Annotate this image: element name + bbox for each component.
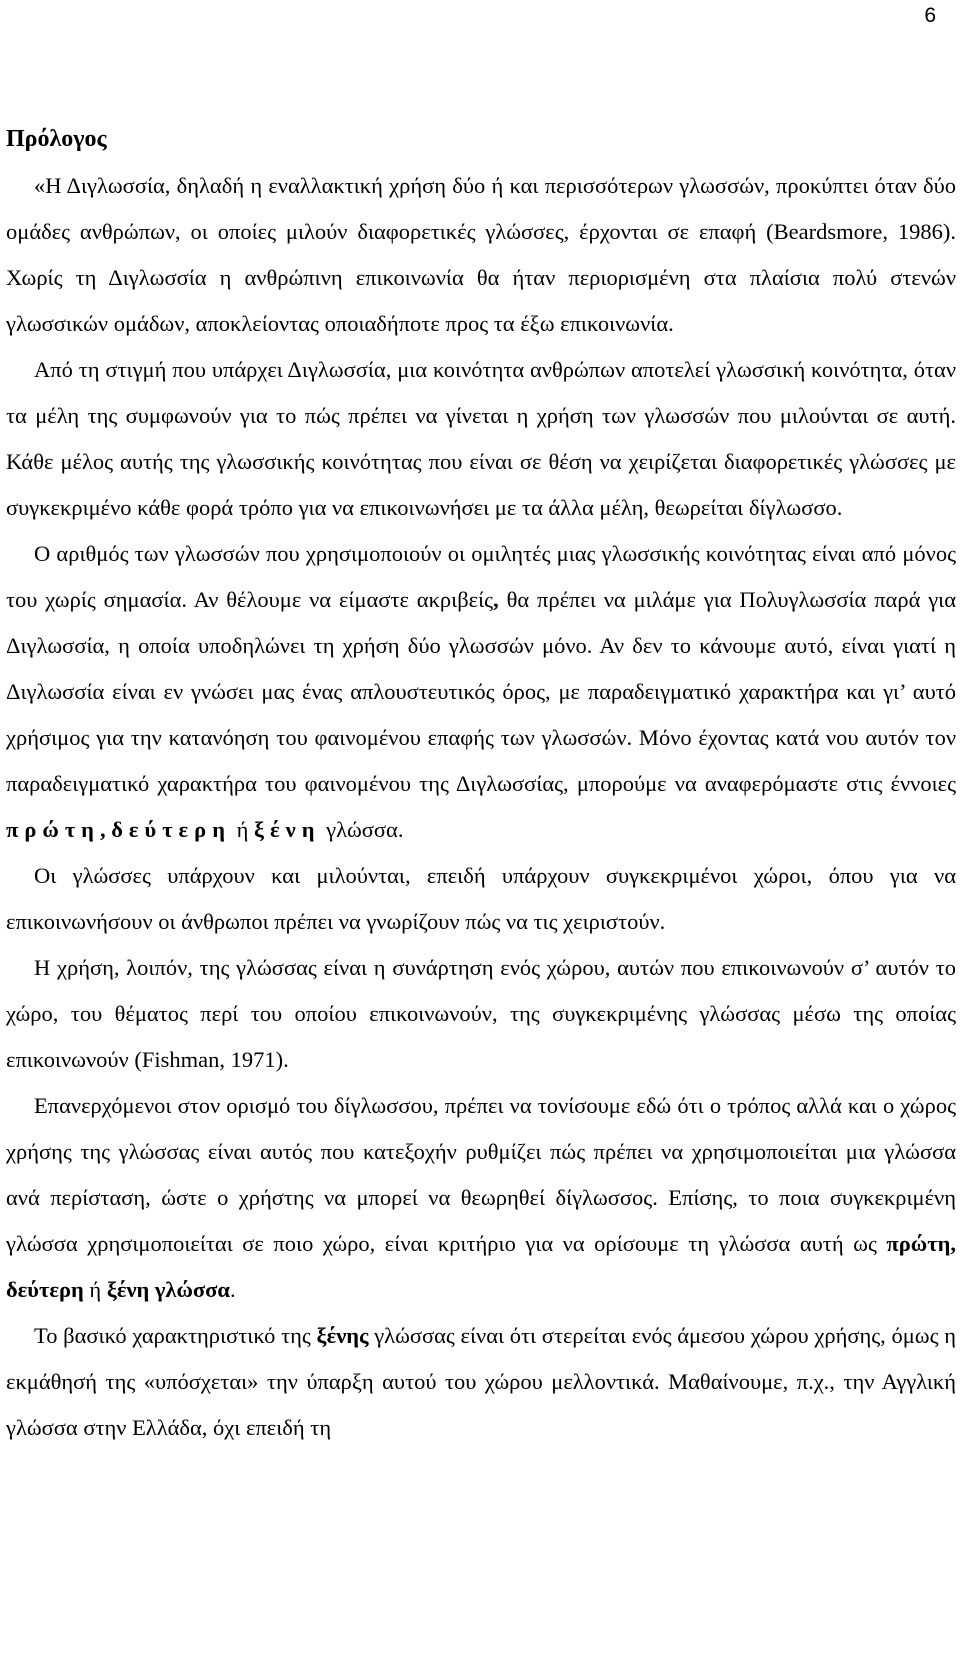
term-foreign-bold: ξένη γλώσσα	[106, 1277, 230, 1302]
term-foreign-bold-2: ξένης	[316, 1323, 369, 1348]
term-foreign-spaced: ξένη	[254, 817, 321, 842]
paragraph-7-text-a: Το βασικό χαρακτηριστικό της	[34, 1323, 317, 1348]
paragraph-3-or: ή	[231, 817, 255, 842]
paragraph-6-text-a: Επανερχόμενοι στον ορισμό του δίγλωσσου, πρέπει να τονίσουμε εδώ ότι ο τρόπος αλλά και ο χώρος χρήσης της γλώσσας είναι αυτός που κατεξοχήν ρυθμίζει πώς πρέπει να χρησιμοποιείται μια γλώσσα ανά περίσταση, ώστε ο χρήστης να μπορεί να θεωρηθεί δίγλωσσος. Επίσης, το ποια συγκεκριμένη γλώσσα χρησιμοποιείται σε ποιο χώρο, είναι κριτήριο για να ορίσουμε τη γλώσσα αυτή ως	[6, 1093, 956, 1256]
paragraph-3-text-a: Ο αριθμός των γλωσσών που χρησιμοποιούν οι ομιλητές μιας γλωσσικής κοινότητας είναι από μόνος του χωρίς σημασία. Αν θέλουμε να είμαστε ακριβείς	[6, 541, 956, 612]
paragraph-3-end: γλώσσα.	[320, 817, 404, 842]
page-number: 6	[924, 4, 936, 27]
paragraph-7	[6, 1313, 956, 1451]
paragraph-7-text-b: γλώσσας είναι ότι στερείται ενός άμεσου χώρου χρήσης, όμως η εκμάθησή της «υπόσχεται» την ύπαρξη αυτού του χώρου μελλοντικά. Μαθαίνουμε, π.χ., την Αγγλική γλώσσα στην Ελλάδα, όχι επειδή τη	[6, 1323, 956, 1440]
paragraph-3	[6, 531, 956, 853]
paragraph-1: «Η Διγλωσσία, δηλαδή η εναλλακτική χρήση δύο ή και περισσότερων γλωσσών, προκύπτει όταν δύο ομάδες ανθρώπων, οι οποίες μιλούν διαφορετικές γλώσσες, έρχονται σε επαφή (Beardsmore, 1986). Χωρίς τη Διγλωσσία η ανθρώπινη επικοινωνία θα ήταν περιορισμένη στα πλαίσια πολύ στενών γλωσσικών ομάδων, αποκλείοντας οποιαδήποτε προς τα έξω επικοινωνία.	[6, 173, 956, 336]
paragraph-6-sep: ,	[950, 1231, 956, 1256]
term-second-bold: δεύτερη	[6, 1277, 84, 1302]
term-second-spaced: δεύτερη	[111, 817, 231, 842]
paragraph-4: Οι γλώσσες υπάρχουν και μιλούνται, επειδή υπάρχουν συγκεκριμένοι χώροι, όπου για να επικοινωνήσουν οι άνθρωποι πρέπει να γνωρίζουν πώς να τις χειριστούν.	[6, 863, 956, 934]
document-body	[6, 115, 956, 1451]
paragraph-5: Η χρήση, λοιπόν, της γλώσσας είναι η συνάρτηση ενός χώρου, αυτών που επικοινωνούν σ’ αυτόν το χώρο, του θέματος περί του οποίου επικοινωνούν, της συγκεκριμένης γλώσσας μέσω της οποίας επικοινωνούν (Fishman, 1971).	[6, 955, 956, 1072]
paragraph-3-sep: ,	[99, 817, 112, 842]
paragraph-6	[6, 1083, 956, 1313]
paragraph-3-text-b: θα πρέπει να μιλάμε για Πολυγλωσσία παρά για Διγλωσσία, η οποία υποδηλώνει τη χρήση δύο γλωσσών μόνο. Αν δεν το κάνουμε αυτό, είναι γιατί η Διγλωσσία είναι εν γνώσει μας ένας απλουστευτικός όρος, με παραδειγματικό χαρακτήρα και γι’ αυτό χρήσιμος για την κατανόηση του φαινομένου επαφής των γλωσσών. Μόνο έχοντας κατά νου αυτόν τον παραδειγματικό χαρακτήρα του φαινομένου της Διγλωσσίας, μπορούμε να αναφερόμαστε στις έννοιες	[6, 587, 957, 796]
term-first-bold: πρώτη	[886, 1231, 951, 1256]
paragraph-6-end: .	[229, 1277, 236, 1302]
section-heading: Πρόλογος	[6, 126, 107, 152]
paragraph-2: Από τη στιγμή που υπάρχει Διγλωσσία, μια κοινότητα ανθρώπων αποτελεί γλωσσική κοινότητα, όταν τα μέλη της συμφωνούν για το πώς πρέπει να γίνεται η χρήση των γλωσσών που μιλούνται σε αυτή. Κάθε μέλος αυτής της γλωσσικής κοινότητας που είναι σε θέση να χειρίζεται διαφορετικές γλώσσες με συγκεκριμένο κάθε φορά τρόπο για να επικοινωνήσει με τα άλλα μέλη, θεωρείται δίγλωσσο.	[6, 357, 956, 520]
paragraph-6-or: ή	[83, 1277, 107, 1302]
term-first-spaced: πρώτη	[6, 817, 100, 842]
paragraph-3-bold-comma: ,	[493, 587, 499, 612]
